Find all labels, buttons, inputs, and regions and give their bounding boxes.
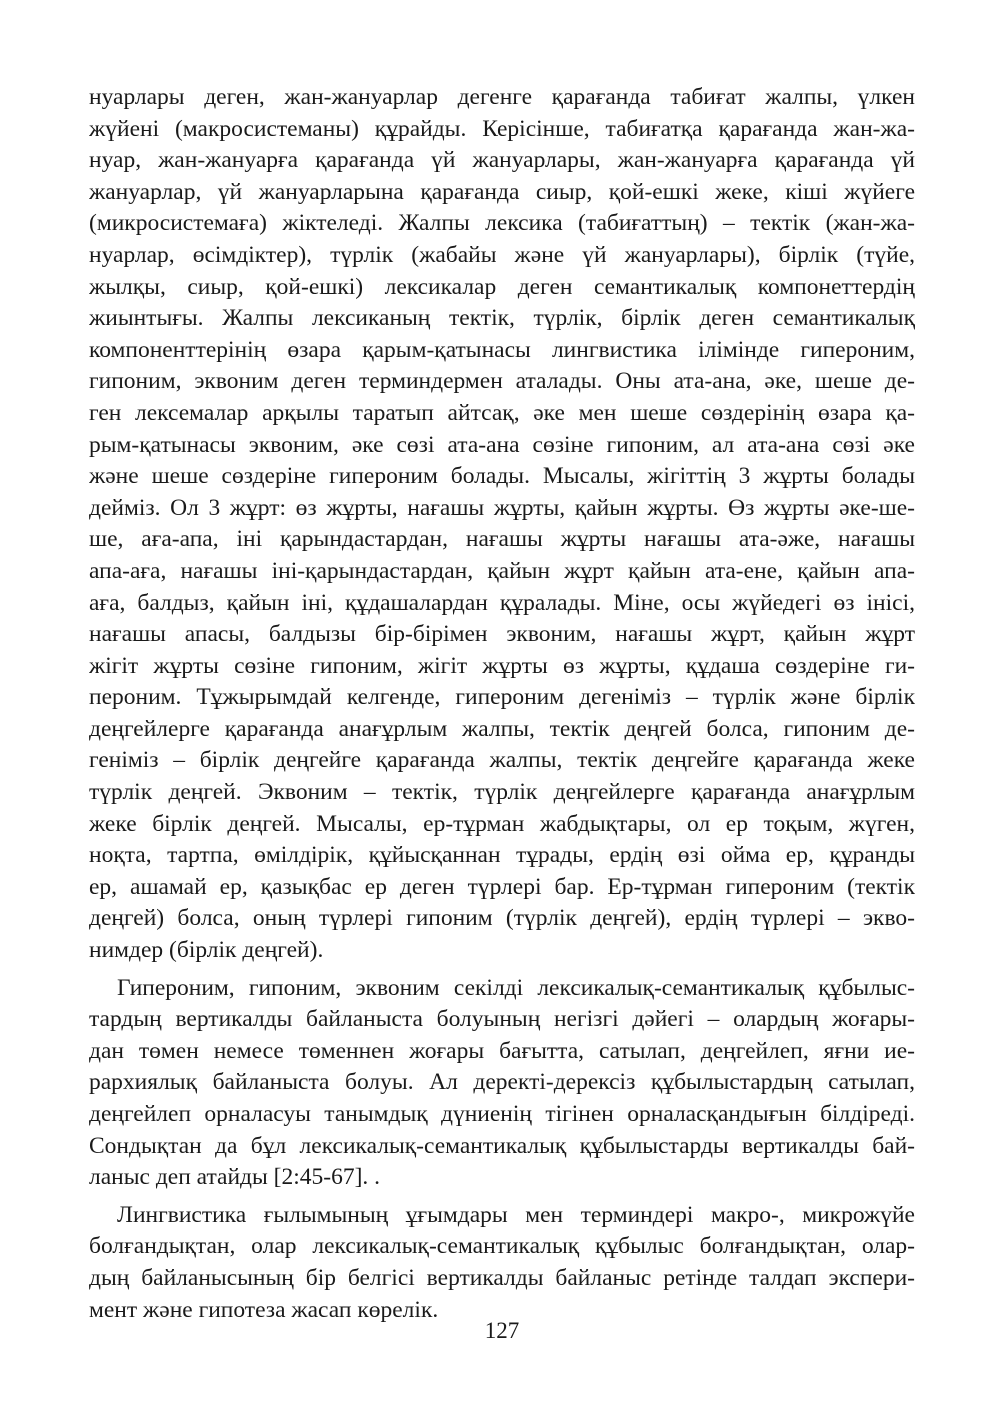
text-line: дейміз. Ол 3 жұрт: өз жұрты, нағашы жұрты, қайын жұрты. Өз жұрты әке-ше-	[89, 494, 915, 521]
text-line: ланыс деп атайды [2:45-67]. .	[89, 1164, 381, 1191]
text-line: нағашы апасы, балдызы бір-бірімен эквоним, нағашы жұрт, қайын жұрт	[89, 621, 915, 648]
text-line: деңгей) болса, оның түрлері гипоним (түрлік деңгей), ердің түрлері – экво-	[89, 905, 915, 932]
text-line: пероним. Тұжырымдай келгенде, гипероним дегеніміз – түрлік және бірлік	[89, 684, 915, 711]
text-line: жігіт жұрты сөзіне гипоним, жігіт жұрты өз жұрты, құдаша сөздеріне ги-	[89, 652, 915, 679]
text-line: болғандықтан, олар лексикалық-семантикалық құбылыс болғандықтан, олар-	[89, 1233, 915, 1260]
text-line: аға, балдыз, қайын іні, құдашалардан құралады. Міне, осы жүйедегі өз інісі,	[89, 589, 915, 616]
page-number: 127	[484, 1318, 520, 1343]
text-line: деңгейлерге қарағанда анағұрлым жалпы, тектік деңгей болса, гипоним де-	[89, 715, 915, 742]
paragraph-2	[89, 973, 915, 1194]
paragraph-1	[89, 82, 915, 967]
text-line: ер, ашамай ер, қазықбас ер деген түрлері бар. Ер-тұрман гипероним (тектік	[89, 873, 915, 900]
text-line: жиынтығы. Жалпы лексиканың тектік, түрлік, бірлік деген семантикалық	[89, 305, 915, 332]
text-line: Гипероним, гипоним, эквоним секілді лексикалық-семантикалық құбылыс-	[117, 974, 915, 1001]
paragraph-3	[89, 1200, 915, 1326]
text-line: Сондықтан да бұл лексикалық-семантикалық құбылыстарды вертикалды бай-	[89, 1132, 915, 1159]
text-line: рархиялық байланыста болуы. Ал деректі-дерексіз құбылыстардың сатылап,	[89, 1069, 915, 1096]
text-line: Лингвистика ғылымының ұғымдары мен терминдері макро-, микрожүйе	[117, 1201, 915, 1228]
text-line: жүйені (макросистеманы) құрайды. Керісінше, табиғатқа қарағанда жан-жа-	[89, 115, 915, 142]
text-line: дың байланысының бір белгісі вертикалды байланыс ретінде талдап экспери-	[89, 1264, 915, 1291]
text-line: ноқта, тартпа, өмілдірік, құйысқаннан тұрады, ердің өзі ойма ер, құранды	[89, 842, 915, 869]
text-line: ше, аға-апа, іні қарындастардан, нағашы жұрты нағашы ата-әже, нағашы	[89, 526, 915, 553]
text-line: апа-аға, нағашы іні-қарындастардан, қайын жұрт қайын ата-ене, қайын апа-	[89, 557, 915, 584]
text-line: жануарлар, үй жануарларына қарағанда сиыр, қой-ешкі жеке, кіші жүйеге	[89, 178, 915, 205]
text-line: рым-қатынасы эквоним, әке сөзі ата-ана сөзіне гипоним, ал ата-ана сөзі әке	[89, 431, 915, 458]
text-line: нуарлар, өсімдіктер), түрлік (жабайы және үй жануарлары), бірлік (түйе,	[89, 241, 915, 268]
text-line: (микросистемаға) жіктеледі. Жалпы лексика (табиғаттың) – тектік (жан-жа-	[89, 210, 915, 237]
text-line: гипоним, эквоним деген терминдермен аталады. Оны ата-ана, әке, шеше де-	[89, 368, 915, 395]
text-line: тардың вертикалды байланыста болуының негізгі дәйегі – олардың жоғары-	[89, 1006, 915, 1033]
body-text	[89, 82, 915, 1326]
text-line: дан төмен немесе төменнен жоғары бағытта, сатылап, деңгейлеп, яғни ие-	[89, 1037, 915, 1064]
text-line: нуарлары деген, жан-жануарлар дегенге қарағанда табиғат жалпы, үлкен	[89, 84, 915, 110]
text-line: жеке бірлік деңгей. Мысалы, ер-тұрман жабдықтары, ол ер тоқым, жүген,	[89, 810, 915, 837]
text-line: нимдер (бірлік деңгей).	[89, 937, 324, 964]
text-line: геніміз – бірлік деңгейге қарағанда жалпы, тектік деңгейге қарағанда жеке	[89, 747, 915, 774]
text-line: нуар, жан-жануарға қарағанда үй жануарлары, жан-жануарға қарағанда үй	[89, 147, 915, 174]
text-line: ген лексемалар арқылы таратып айтсақ, әке мен шеше сөздерінің өзара қа-	[89, 399, 915, 426]
text-line: компоненттерінің өзара қарым-қатынасы лингвистика ілімінде гипероним,	[89, 336, 915, 363]
text-line: мент және гипотеза жасап көрелік.	[89, 1296, 439, 1323]
text-line: деңгейлеп орналасуы танымдық дүниенің тігінен орналасқандығын білдіреді.	[89, 1101, 915, 1127]
text-line: жылқы, сиыр, қой-ешкі) лексикалар деген семантикалық компонеттердің	[89, 273, 915, 300]
text-line: түрлік деңгей. Эквоним – тектік, түрлік деңгейлерге қарағанда анағұрлым	[89, 779, 915, 806]
text-line: және шеше сөздеріне гипероним болады. Мысалы, жігіттің 3 жұрты болады	[89, 463, 915, 490]
